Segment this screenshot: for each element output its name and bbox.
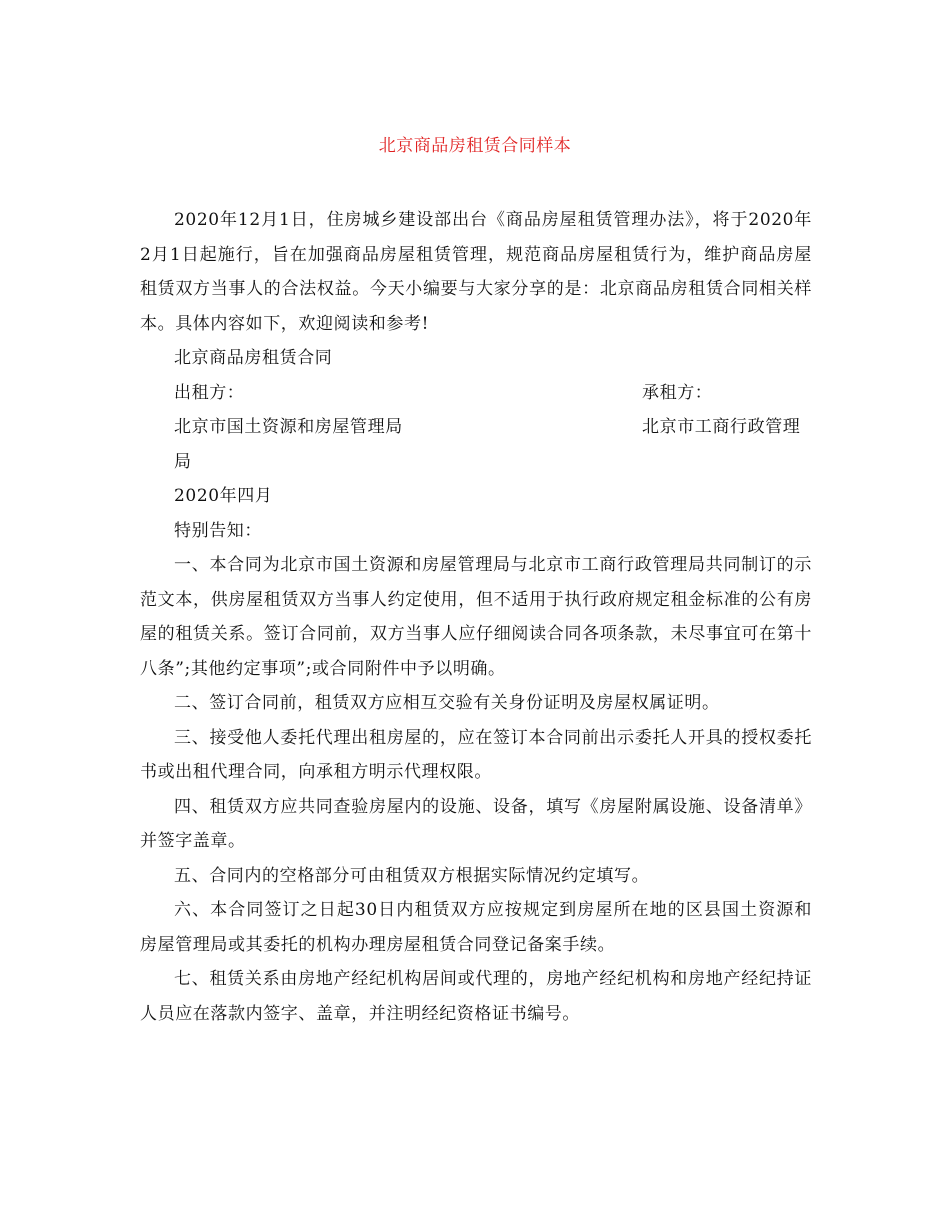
lessor-org: 北京市国土资源和房屋管理局: [174, 417, 403, 437]
notice-item-1: 一、本合同为北京市国土资源和房屋管理局与北京市工商行政管理局共同制订的示范文本，供房屋租赁双方当事人约定使用，但不适用于执行政府规定租金标准的公有房屋的租赁关系。签订合同前，双方当事人应仔细阅读合同各项条款，未尽事宜可在第十八条”;其他约定事项”;或合同附件中予以明确。: [140, 555, 812, 679]
notice-item-2: 二、签订合同前，租赁双方应相互交验有关身份证明及房屋权属证明。: [174, 693, 720, 713]
notice-item-4: 四、租赁双方应共同查验房屋内的设施、设备，填写《房屋附属设施、设备清单》并签字盖章。: [140, 796, 812, 851]
party-label-row: [140, 376, 812, 411]
notice-heading: 特别告知：: [174, 520, 262, 541]
party-org-row: [140, 410, 812, 445]
document-body: [140, 203, 812, 1031]
document-date: 2020年四月: [174, 486, 273, 506]
notice-item-5: 五、合同内的空格部分可由租赁双方根据实际情况约定填写。: [174, 865, 650, 886]
lessee-org: 北京市工商行政管理: [642, 417, 801, 437]
contract-name: 北京商品房租赁合同: [174, 348, 333, 368]
document-title: 北京商品房租赁合同样本: [378, 136, 572, 156]
lessor-label: 出租方：: [174, 382, 245, 403]
notice-item-6: 六、本合同签订之日起30日内租赁双方应按规定到房屋所在地的区县国土资源和房屋管理局或其委托的机构办理房屋租赁合同登记备案手续。: [140, 900, 812, 955]
notice-item-7: 七、租赁关系由房地产经纪机构居间或代理的，房地产经纪机构和房地产经纪持证人员应在落款内签字、盖章，并注明经纪资格证书编号。: [140, 969, 812, 1024]
intro-paragraph: 2020年12月1日，住房城乡建设部出台《商品房屋租赁管理办法》，将于2020年2月1日起施行，旨在加强商品房屋租赁管理，规范商品房屋租赁行为，维护商品房屋租赁双方当事人的合法权益。今天小编要与大家分享的是：北京商品房租赁合同相关样本。具体内容如下，欢迎阅读和参考!: [140, 210, 812, 334]
lessee-label: 承租方：: [642, 382, 713, 403]
lessee-org-continuation: 局: [174, 451, 192, 472]
notice-item-3: 三、接受他人委托代理出租房屋的，应在签订本合同前出示委托人开具的授权委托书或出租代理合同，向承租方明示代理权限。: [140, 727, 812, 782]
